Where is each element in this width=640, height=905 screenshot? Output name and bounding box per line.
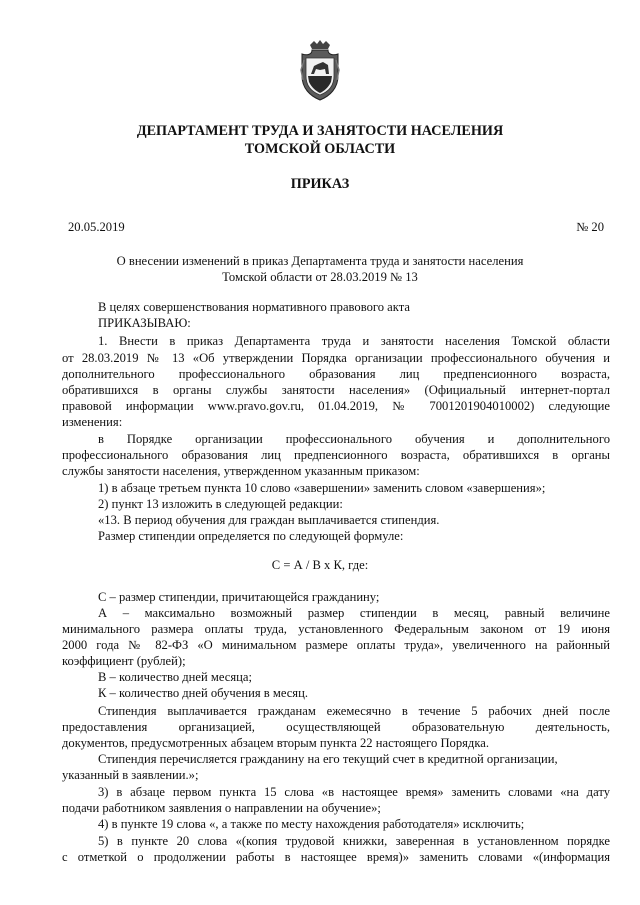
body-line: Стипендия выплачивается гражданам ежемесячно в течение 5 рабочих дней после bbox=[98, 704, 610, 718]
stipend-formula: С = А / В х К, где: bbox=[271, 558, 369, 572]
department-name-line2: ТОМСКОЙ ОБЛАСТИ bbox=[244, 141, 396, 157]
coat-of-arms-icon bbox=[298, 40, 342, 102]
order-number: № 20 bbox=[576, 220, 604, 234]
body-line: А – максимально возможный размер стипендии в месяц, равный величине bbox=[98, 606, 610, 620]
body-line: В целях совершенствования нормативного правового акта bbox=[98, 300, 410, 314]
body-line: указанный в заявлении.»; bbox=[62, 768, 199, 782]
body-line: документов, предусмотренных абзацем вторым пункта 22 настоящего Порядка. bbox=[62, 736, 489, 750]
body-line: 4) в пункте 19 слова «, а также по месту нахождения работодателя» исключить; bbox=[98, 817, 525, 831]
order-date: 20.05.2019 bbox=[68, 220, 125, 234]
body-line: В – количество дней месяца; bbox=[98, 670, 252, 684]
body-line: С – размер стипендии, причитающейся гражданину; bbox=[98, 590, 380, 604]
body-line: «13. В период обучения для граждан выплачивается стипендия. bbox=[98, 513, 440, 527]
body-line: минимального размера оплаты труда, установленного Федеральным законом от 19 июня bbox=[62, 622, 610, 636]
body-line: профессионального образования лиц предпенсионного возраста, обратившихся в органы bbox=[62, 448, 610, 462]
body-line: Стипендия перечисляется гражданину на его текущий счет в кредитной организации, bbox=[98, 752, 558, 766]
body-line: 1) в абзаце третьем пункта 10 слово «завершении» заменить словом «завершения»; bbox=[98, 481, 546, 495]
body-line: коэффициент (рублей); bbox=[62, 654, 186, 668]
body-line: обратившихся в органы службы занятости населения» (Официальный интернет-портал bbox=[62, 383, 610, 397]
body-line: 2000 года № 82-ФЗ «О минимальном размере оплаты труда», увеличенного на районный bbox=[62, 638, 610, 652]
department-name-line1: ДЕПАРТАМЕНТ ТРУДА И ЗАНЯТОСТИ НАСЕЛЕНИЯ bbox=[136, 123, 504, 139]
body-line: изменения: bbox=[62, 415, 123, 429]
body-line: ПРИКАЗЫВАЮ: bbox=[98, 316, 191, 330]
body-line: правовой информации www.pravo.gov.ru, 01.04.2019, № 7001201904010002) следующие bbox=[62, 399, 610, 413]
body-line: Размер стипендии определяется по следующей формуле: bbox=[98, 529, 404, 543]
body-line: К – количество дней обучения в месяц. bbox=[98, 686, 308, 700]
body-line: 2) пункт 13 изложить в следующей редакции: bbox=[98, 497, 343, 511]
body-line: службы занятости населения, утвержденном указанным приказом: bbox=[62, 464, 420, 478]
body-line: 5) в пункте 20 слова «(копия трудовой книжки, заверенная в установленном порядке bbox=[98, 834, 610, 848]
body-line: от 28.03.2019 № 13 «Об утверждении Порядка организации профессионального обучения и bbox=[62, 351, 610, 365]
body-line: в Порядке организации профессионального обучения и дополнительного bbox=[98, 432, 610, 446]
body-line: предоставления организацией, осуществляющей образовательную деятельность, bbox=[62, 720, 610, 734]
subject-line1: О внесении изменений в приказ Департамента труда и занятости населения bbox=[116, 254, 524, 268]
body-line: 3) в абзаце первом пункта 15 слова «в настоящее время» заменить словами «на дату bbox=[98, 785, 610, 799]
document-type: ПРИКАЗ bbox=[290, 176, 350, 192]
body-line: с отметкой о продолжении работы в настоящее время)» заменить словами «(информация bbox=[62, 850, 610, 864]
body-line: подачи работником заявления о направлении на обучение»; bbox=[62, 801, 381, 815]
body-line: 1. Внести в приказ Департамента труда и занятости населения Томской области bbox=[98, 334, 610, 348]
body-line: дополнительного профессионального образования лиц предпенсионного возраста, bbox=[62, 367, 610, 381]
subject-line2: Томской области от 28.03.2019 № 13 bbox=[222, 270, 418, 284]
